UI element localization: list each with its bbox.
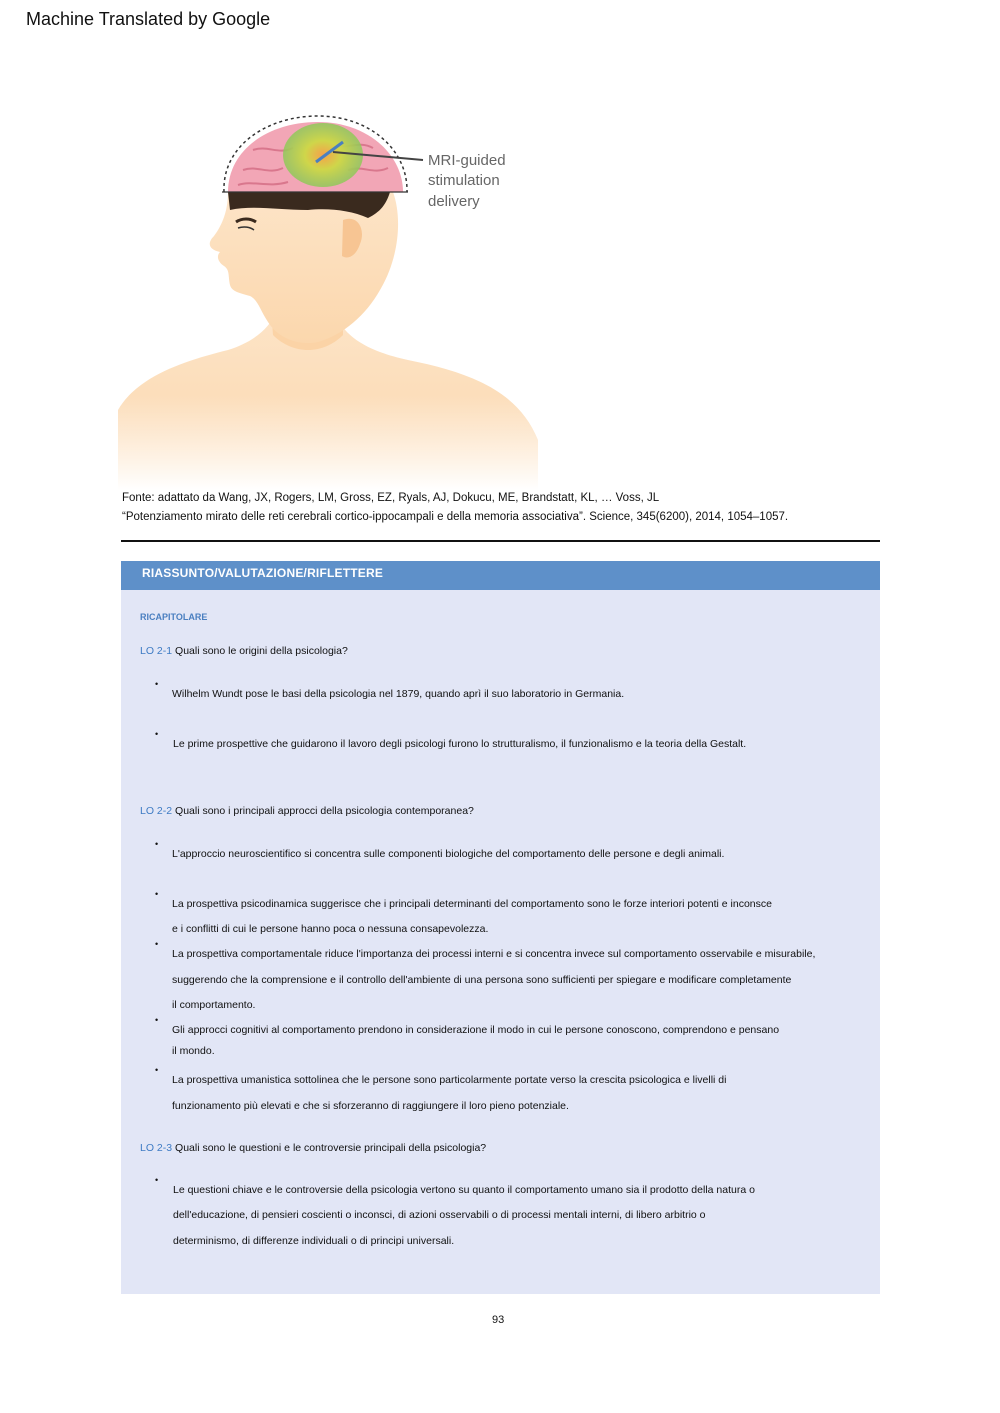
- caption-line-2: “Potenziamento mirato delle reti cerebrali cortico-ippocampali e della memoria associativa”. Science, 345(6200), 2014, 1054–1057.: [122, 511, 789, 523]
- lo-question-text-3: Quali sono le questioni e le controversie principali della psicologia?: [175, 1142, 487, 1154]
- lo-code-2: LO 2-2: [140, 805, 173, 817]
- list-item: La prospettiva umanistica sottolinea che le persone sono particolarmente portate verso la crescita psicologica e livelli di: [172, 1074, 727, 1086]
- summary-subtitle: RICAPITOLARE: [140, 612, 208, 622]
- list-item-continuation: e i conflitti di cui le persone hanno poca o nessuna consapevolezza.: [172, 923, 489, 935]
- bullet-dot: •: [155, 679, 159, 689]
- page-number: 93: [492, 1314, 505, 1326]
- list-item: Le questioni chiave e le controversie della psicologia vertono su quanto il comportamento umano sia il prodotto della natura o: [173, 1184, 755, 1196]
- bullet-dot: •: [155, 939, 159, 949]
- list-item-continuation: determinismo, di differenze individuali o di principi universali.: [173, 1235, 455, 1247]
- summary-header-bar: [121, 561, 880, 590]
- bullet-dot: •: [155, 1065, 159, 1075]
- lo-code-3: LO 2-3: [140, 1142, 173, 1154]
- figure-caption: [122, 489, 788, 527]
- brain-stimulation-illustration: [118, 110, 548, 490]
- lo-question-2: [140, 805, 474, 817]
- bullet-dot: •: [155, 1175, 159, 1185]
- list-item: La prospettiva psicodinamica suggerisce che i principali determinanti del comportamento sono le forze interiori potenti e inconsce: [172, 898, 772, 910]
- lo-question-3: [140, 1142, 486, 1154]
- summary-box: [121, 561, 880, 1294]
- bullet-dot: •: [155, 1015, 159, 1025]
- bullet-dot: •: [155, 839, 159, 849]
- list-item: Le prime prospettive che guidarono il lavoro degli psicologi furono lo strutturalismo, il funzionalismo e la teoria della Gestalt.: [173, 738, 747, 750]
- list-item: Wilhelm Wundt pose le basi della psicologia nel 1879, quando aprì il suo laboratorio in Germania.: [172, 688, 625, 700]
- lo-question-text-1: Quali sono le origini della psicologia?: [175, 645, 348, 657]
- bullet-dot: •: [155, 729, 159, 739]
- list-item-continuation: suggerendo che la comprensione e il controllo dell'ambiente di una persona sono sufficienti per spiegare e modificare completamente: [172, 974, 792, 986]
- bullet-dot: •: [155, 889, 159, 899]
- list-item-continuation: dell'educazione, di pensieri coscienti o inconsci, di azioni osservabili o di processi mentali interni, di libero arbitrio o: [173, 1209, 706, 1221]
- summary-title: RIASSUNTO/VALUTAZIONE/RIFLETTERE: [142, 566, 384, 580]
- lo-code-1: LO 2-1: [140, 645, 173, 657]
- lo-question-1: [140, 645, 348, 657]
- section-divider: [121, 540, 880, 542]
- list-item: La prospettiva comportamentale riduce l'importanza dei processi interni e si concentra invece sul comportamento osservabile e misurabile,: [172, 948, 816, 960]
- lo-question-text-2: Quali sono i principali approcci della psicologia contemporanea?: [175, 805, 474, 817]
- list-item-continuation: il comportamento.: [172, 999, 256, 1011]
- list-item: Gli approcci cognitivi al comportamento prendono in considerazione il modo in cui le persone conoscono, comprendono e pensano: [172, 1024, 780, 1036]
- machine-translation-banner: Machine Translated by Google: [26, 9, 271, 29]
- caption-line-1: Fonte: adattato da Wang, JX, Rogers, LM, Gross, EZ, Ryals, AJ, Dokucu, ME, Brandstatt, KL, … Voss, JL: [122, 492, 660, 504]
- list-item-continuation: funzionamento più elevati e che si sforzeranno di raggiungere il loro pieno potenziale.: [172, 1100, 569, 1112]
- list-item: L'approccio neuroscientifico si concentra sulle componenti biologiche del comportamento delle persone e degli animali.: [172, 848, 725, 860]
- list-item-continuation: il mondo.: [172, 1045, 215, 1057]
